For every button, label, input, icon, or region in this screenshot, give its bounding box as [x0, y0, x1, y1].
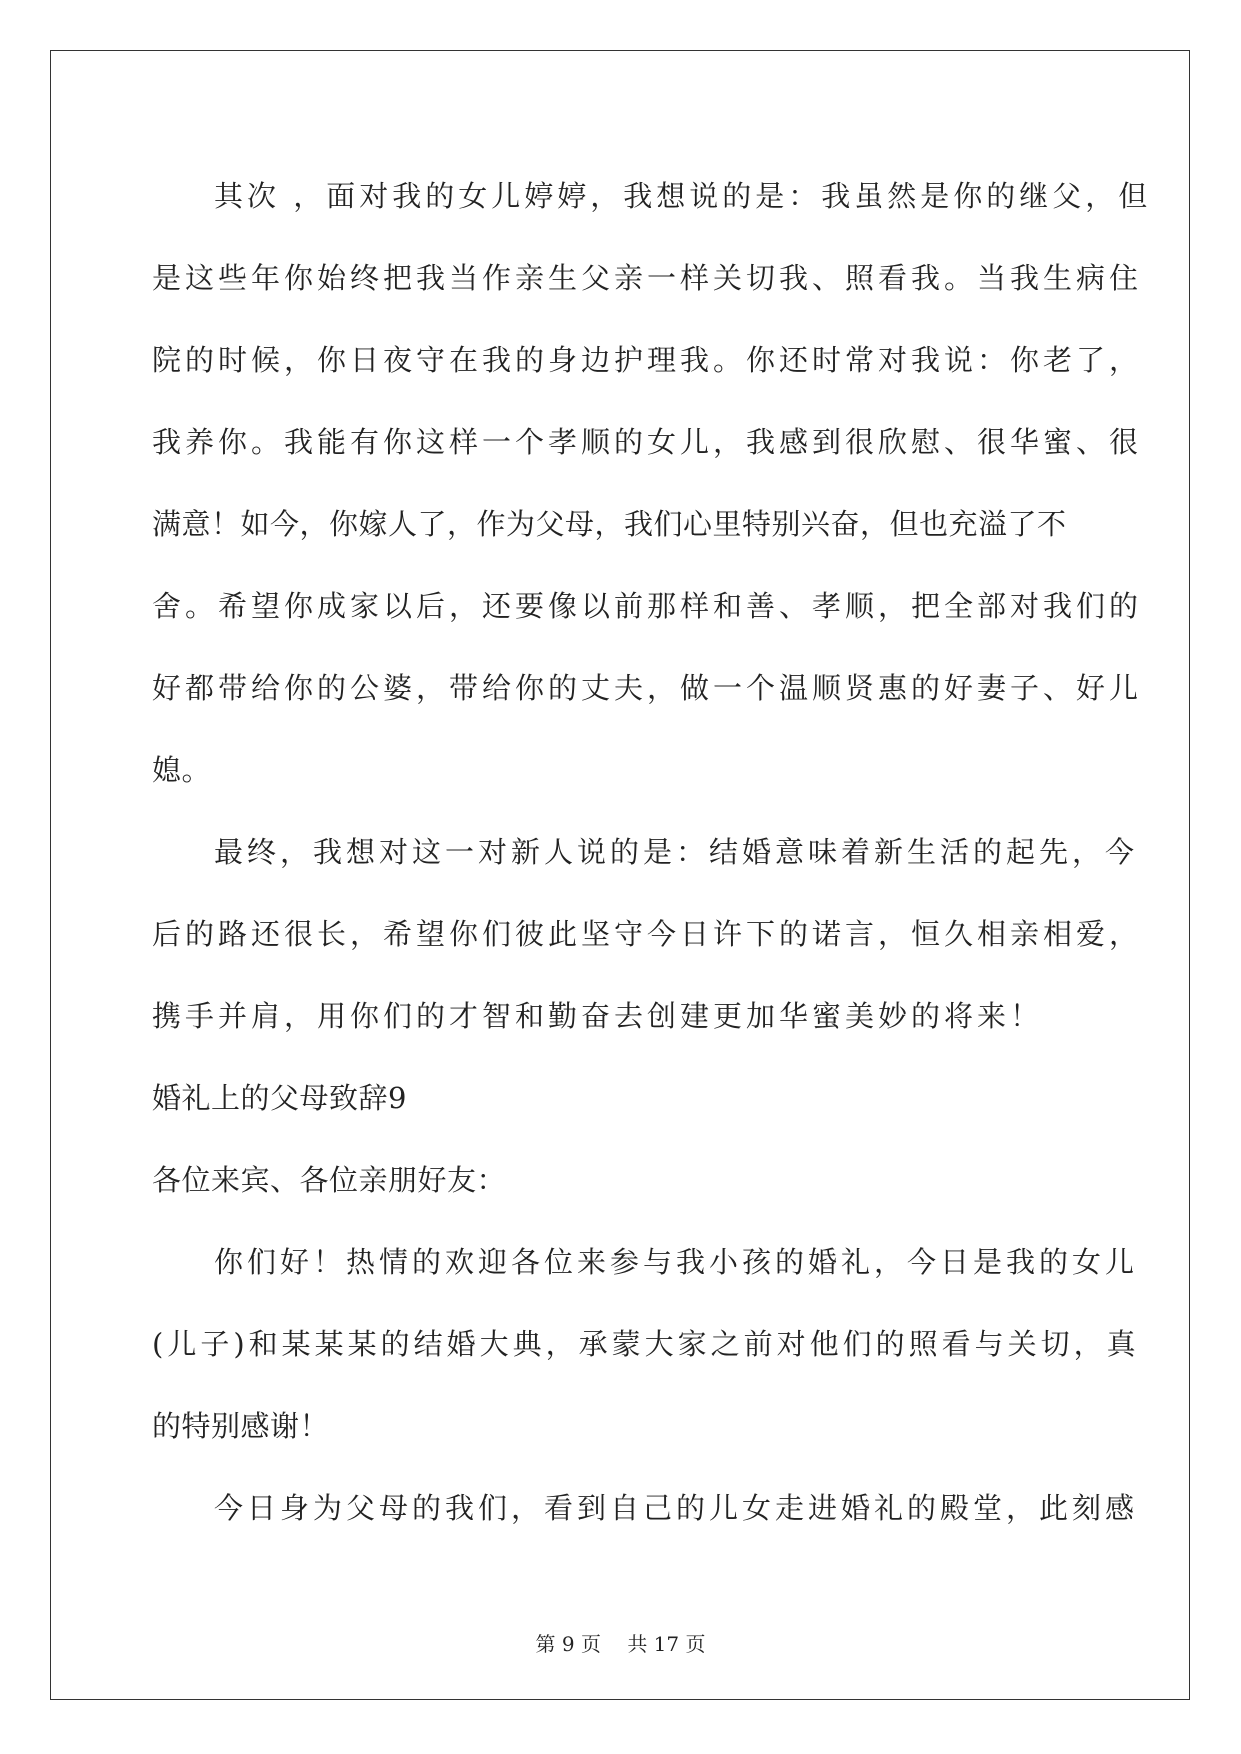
paragraph-line: 的特别感谢！ — [152, 1409, 330, 1443]
page-number: 第 9 页 — [535, 1632, 601, 1656]
paragraph-line: 我养你。我能有你这样一个孝顺的女儿，我感到很欣慰、很华蜜、很 — [152, 425, 1143, 459]
paragraph-line: 好都带给你的公婆，带给你的丈夫，做一个温顺贤惠的好妻子、好儿 — [152, 671, 1143, 705]
paragraph-line: 院的时候，你日夜守在我的身边护理我。你还时常对我说：你老了， — [152, 343, 1143, 377]
paragraph-line: 其次 ，面对我的女儿婷婷，我想说的是：我虽然是你的继父，但 — [214, 179, 1152, 213]
paragraph-line: 携手并肩，用你们的才智和勤奋去创建更加华蜜美妙的将来！ — [152, 999, 1044, 1033]
paragraph-line: 今日身为父母的我们，看到自己的儿女走进婚礼的殿堂，此刻感 — [214, 1491, 1139, 1525]
paragraph-line: 后的路还很长，希望你们彼此坚守今日许下的诺言，恒久相亲相爱， — [152, 917, 1143, 951]
salutation: 各位来宾、各位亲朋好友： — [152, 1163, 507, 1197]
page-total: 共 17 页 — [627, 1632, 706, 1656]
paragraph-line: 是这些年你始终把我当作亲生父亲一样关切我、照看我。当我生病住 — [152, 261, 1143, 295]
paragraph-line: 媳。 — [152, 753, 212, 787]
document-body — [152, 155, 1152, 1549]
paragraph-line: (儿子)和某某某的结婚大典，承蒙大家之前对他们的照看与关切，真 — [152, 1327, 1140, 1361]
paragraph-line: 你们好！热情的欢迎各位来参与我小孩的婚礼，今日是我的女儿 — [214, 1245, 1139, 1279]
page-footer — [0, 1628, 1241, 1657]
paragraph-line: 满意！如今，你嫁人了，作为父母，我们心里特别兴奋，但也充溢了不 — [152, 507, 1067, 541]
paragraph-line: 最终，我想对这一对新人说的是：结婚意味着新生活的起先，今 — [214, 835, 1139, 869]
paragraph-line: 舍。希望你成家以后，还要像以前那样和善、孝顺，把全部对我们的 — [152, 589, 1143, 623]
section-heading: 婚礼上的父母致辞9 — [152, 1081, 407, 1115]
